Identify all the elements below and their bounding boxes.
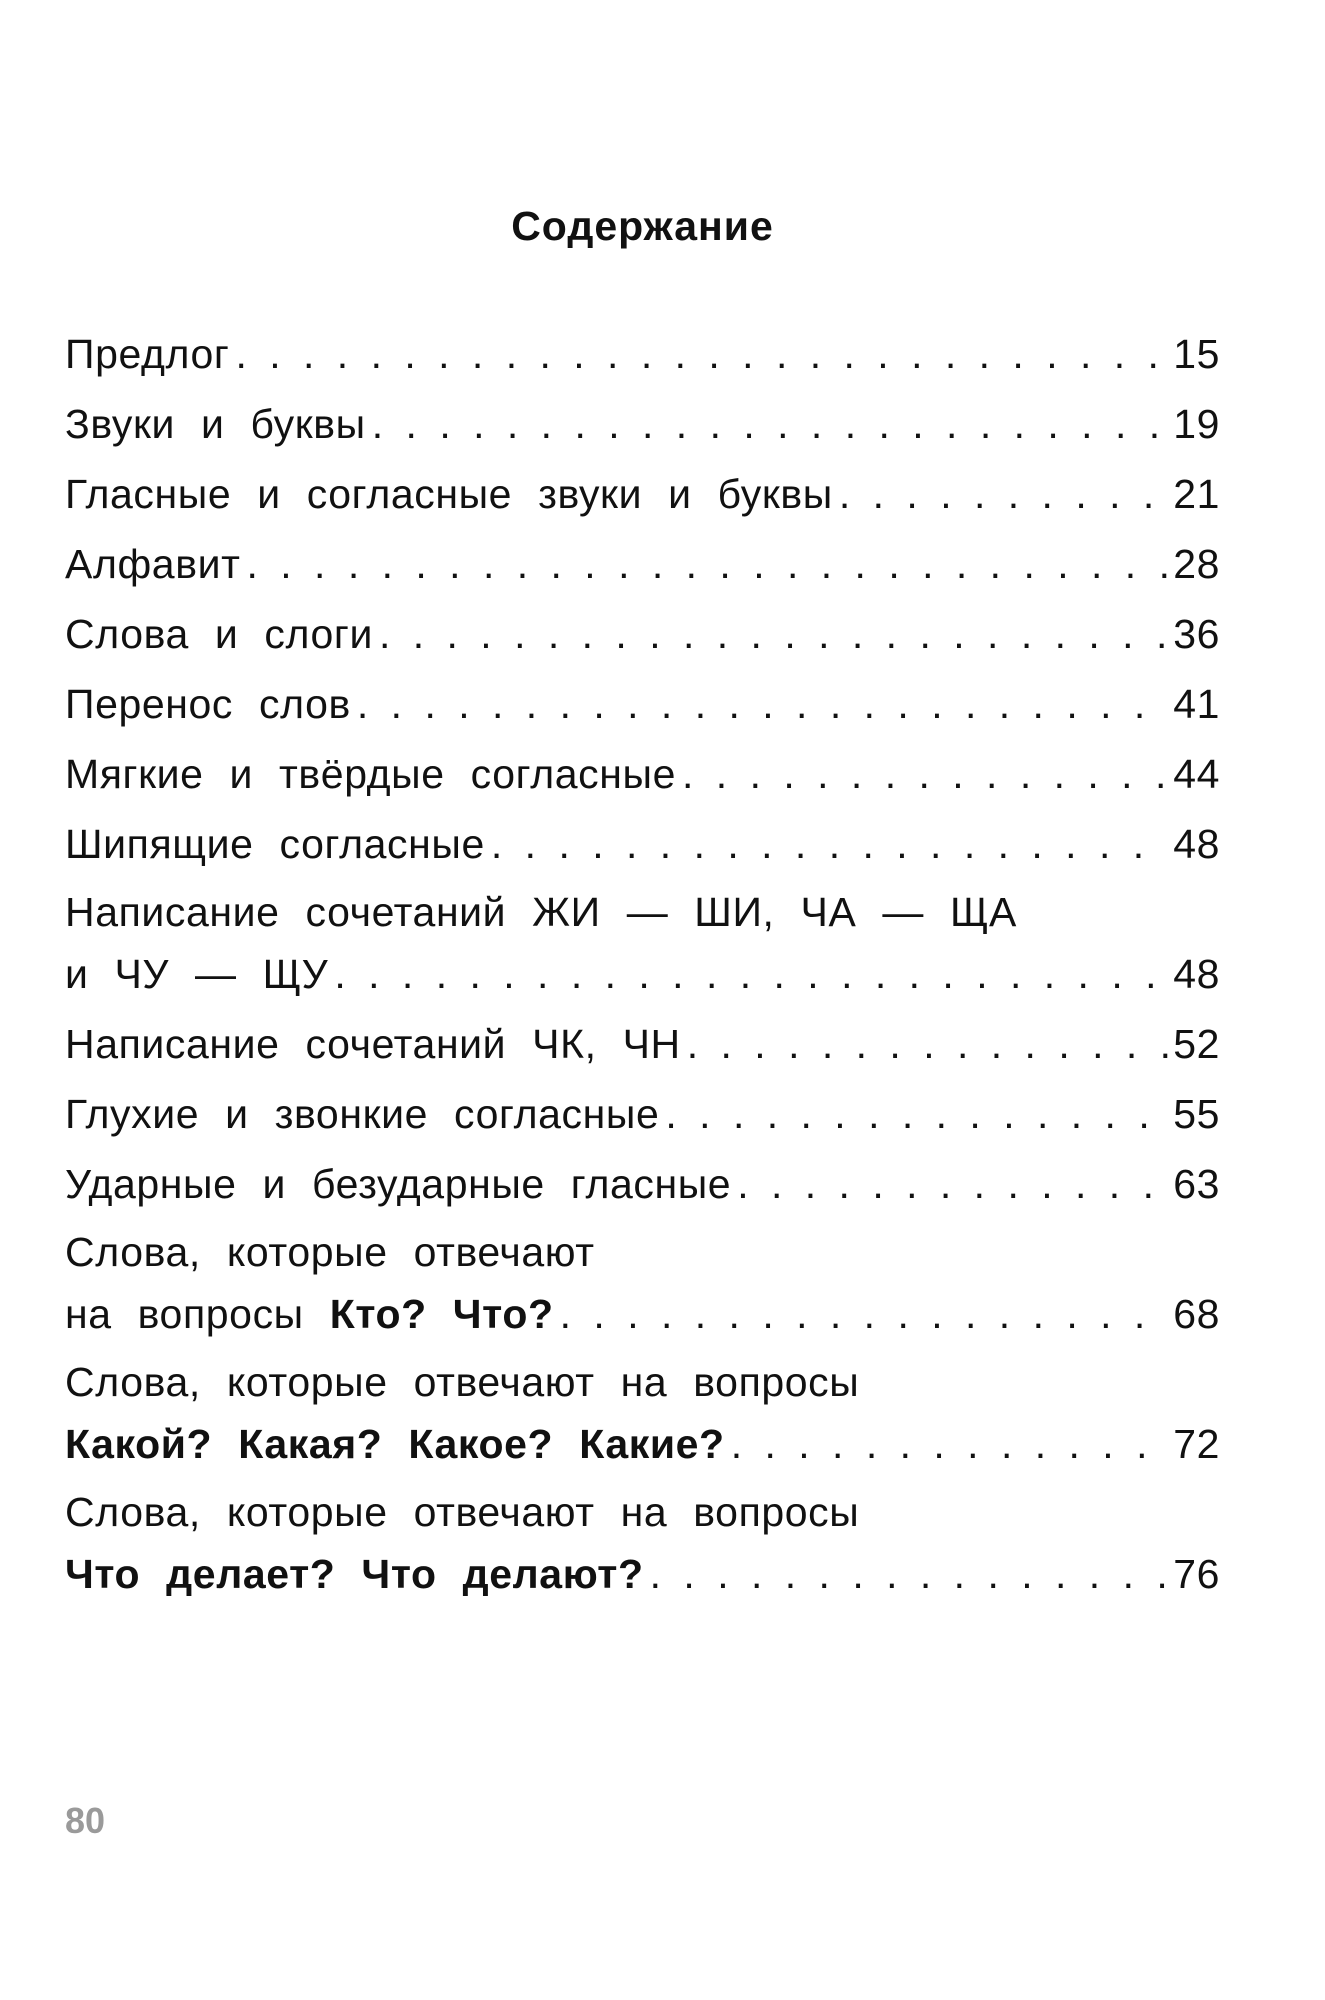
toc-entry[interactable] <box>65 462 1220 526</box>
toc-entry-text: Мягкие и твёрдые согласные <box>65 751 676 797</box>
toc-entry-line <box>65 1152 1220 1216</box>
toc-entry-page: 36 <box>1173 611 1220 657</box>
toc-entry-question: Что делает? Что делают? <box>65 1551 644 1597</box>
toc-entry-line <box>65 602 1220 666</box>
toc-entry-line <box>65 1412 1220 1476</box>
dot-leader <box>665 1082 1169 1146</box>
toc-entry-title <box>65 882 1017 942</box>
dot-leader <box>731 1412 1170 1476</box>
toc-entry-text: Глухие и звонкие согласные <box>65 1091 660 1137</box>
toc-entry-page: 15 <box>1173 331 1220 377</box>
toc-entry-text: Слова и слоги <box>65 611 373 657</box>
dot-leader <box>737 1152 1169 1216</box>
toc-entry[interactable] <box>65 1012 1220 1076</box>
toc-entry[interactable] <box>65 812 1220 876</box>
dot-leader <box>839 462 1169 526</box>
toc-entry-text: и ЧУ — ЩУ <box>65 951 329 997</box>
toc-entry-line <box>65 672 1220 736</box>
dot-leader <box>246 532 1169 596</box>
dot-leader <box>491 812 1169 876</box>
toc-entry-text: Ударные и безударные гласные <box>65 1161 732 1207</box>
toc-entry-line <box>65 462 1220 526</box>
toc-entry-line <box>65 1482 1220 1542</box>
toc-entry-page: 48 <box>1173 951 1220 997</box>
toc-entry-text: Предлог <box>65 331 230 377</box>
toc-entry-line <box>65 942 1220 1006</box>
toc-entry-line <box>65 1282 1220 1346</box>
toc-entry[interactable] <box>65 672 1220 736</box>
toc-entry-title <box>65 742 676 806</box>
toc-entry-title <box>65 1542 644 1606</box>
toc-entry-page: 28 <box>1173 541 1220 587</box>
toc-entry-title <box>65 1152 731 1216</box>
toc-entry-line <box>65 532 1220 596</box>
toc-entry-title <box>65 1412 725 1476</box>
toc-entry-line <box>65 392 1220 456</box>
toc-entry[interactable] <box>65 1082 1220 1146</box>
toc-entry-title <box>65 672 351 736</box>
dot-leader <box>334 942 1169 1006</box>
toc-entry-page: 72 <box>1173 1421 1220 1467</box>
toc-entry-line <box>65 742 1220 806</box>
toc-entry-text: Шипящие согласные <box>65 821 485 867</box>
toc-entry-line <box>65 1222 1220 1282</box>
page-title: Содержание <box>511 203 774 249</box>
toc-entry-line <box>65 322 1220 386</box>
dot-leader <box>560 1282 1170 1346</box>
toc-entry-line <box>65 1352 1220 1412</box>
toc-entry-title <box>65 1282 554 1346</box>
table-of-contents <box>65 322 1220 1612</box>
toc-entry-title <box>65 392 366 456</box>
toc-entry[interactable] <box>65 1482 1220 1606</box>
toc-entry-page: 55 <box>1173 1091 1220 1137</box>
toc-entry[interactable] <box>65 742 1220 806</box>
dot-leader <box>650 1542 1170 1606</box>
dot-leader <box>687 1012 1169 1076</box>
toc-entry[interactable] <box>65 1152 1220 1216</box>
toc-entry-text: Перенос слов <box>65 681 351 727</box>
toc-entry-title <box>65 942 328 1006</box>
page-number: 80 <box>65 1800 106 1841</box>
dot-leader <box>379 602 1169 666</box>
toc-entry[interactable] <box>65 1352 1220 1476</box>
toc-entry-text: Слова, которые отвечают на вопросы <box>65 1489 860 1535</box>
toc-entry-line <box>65 812 1220 876</box>
toc-entry-title <box>65 1082 659 1146</box>
toc-entry-page: 48 <box>1173 821 1220 867</box>
toc-entry-page: 68 <box>1173 1291 1220 1337</box>
toc-entry-text: Алфавит <box>65 541 241 587</box>
toc-entry-title <box>65 532 240 596</box>
toc-entry-title <box>65 322 229 386</box>
toc-entry-line <box>65 1012 1220 1076</box>
toc-entry-line <box>65 1542 1220 1606</box>
toc-entry[interactable] <box>65 1222 1220 1346</box>
toc-entry-text: Звуки и буквы <box>65 401 366 447</box>
toc-entry-line <box>65 1082 1220 1146</box>
toc-entry-line <box>65 882 1220 942</box>
toc-entry-text: Написание сочетаний ЖИ — ШИ, ЧА — ЩА <box>65 889 1017 935</box>
toc-entry-title <box>65 602 373 666</box>
toc-entry[interactable] <box>65 392 1220 456</box>
toc-entry[interactable] <box>65 882 1220 1006</box>
toc-entry[interactable] <box>65 602 1220 666</box>
toc-entry[interactable] <box>65 322 1220 386</box>
toc-entry-page: 52 <box>1173 1021 1220 1067</box>
toc-entry-page: 76 <box>1173 1551 1220 1597</box>
toc-entry-page: 21 <box>1173 471 1220 517</box>
toc-entry-page: 19 <box>1173 401 1220 447</box>
dot-leader <box>235 322 1169 386</box>
toc-entry-text: на вопросы <box>65 1291 330 1337</box>
toc-entry-question: Какой? Какая? Какое? Какие? <box>65 1421 725 1467</box>
toc-entry[interactable] <box>65 532 1220 596</box>
toc-entry-page: 44 <box>1173 751 1220 797</box>
toc-entry-text: Слова, которые отвечают на вопросы <box>65 1359 860 1405</box>
toc-entry-title <box>65 1222 595 1282</box>
dot-leader <box>357 672 1169 736</box>
toc-entry-title <box>65 1012 681 1076</box>
toc-entry-title <box>65 812 485 876</box>
toc-entry-page: 41 <box>1173 681 1220 727</box>
toc-entry-text: Написание сочетаний ЧК, ЧН <box>65 1021 681 1067</box>
toc-entry-title <box>65 1482 859 1542</box>
toc-entry-title <box>65 462 833 526</box>
toc-entry-text: Слова, которые отвечают <box>65 1229 595 1275</box>
toc-entry-title <box>65 1352 859 1412</box>
dot-leader <box>682 742 1169 806</box>
toc-entry-question: Кто? Что? <box>329 1291 554 1337</box>
toc-entry-page: 63 <box>1173 1161 1220 1207</box>
dot-leader <box>372 392 1169 456</box>
toc-entry-text: Гласные и согласные звуки и буквы <box>65 471 833 517</box>
